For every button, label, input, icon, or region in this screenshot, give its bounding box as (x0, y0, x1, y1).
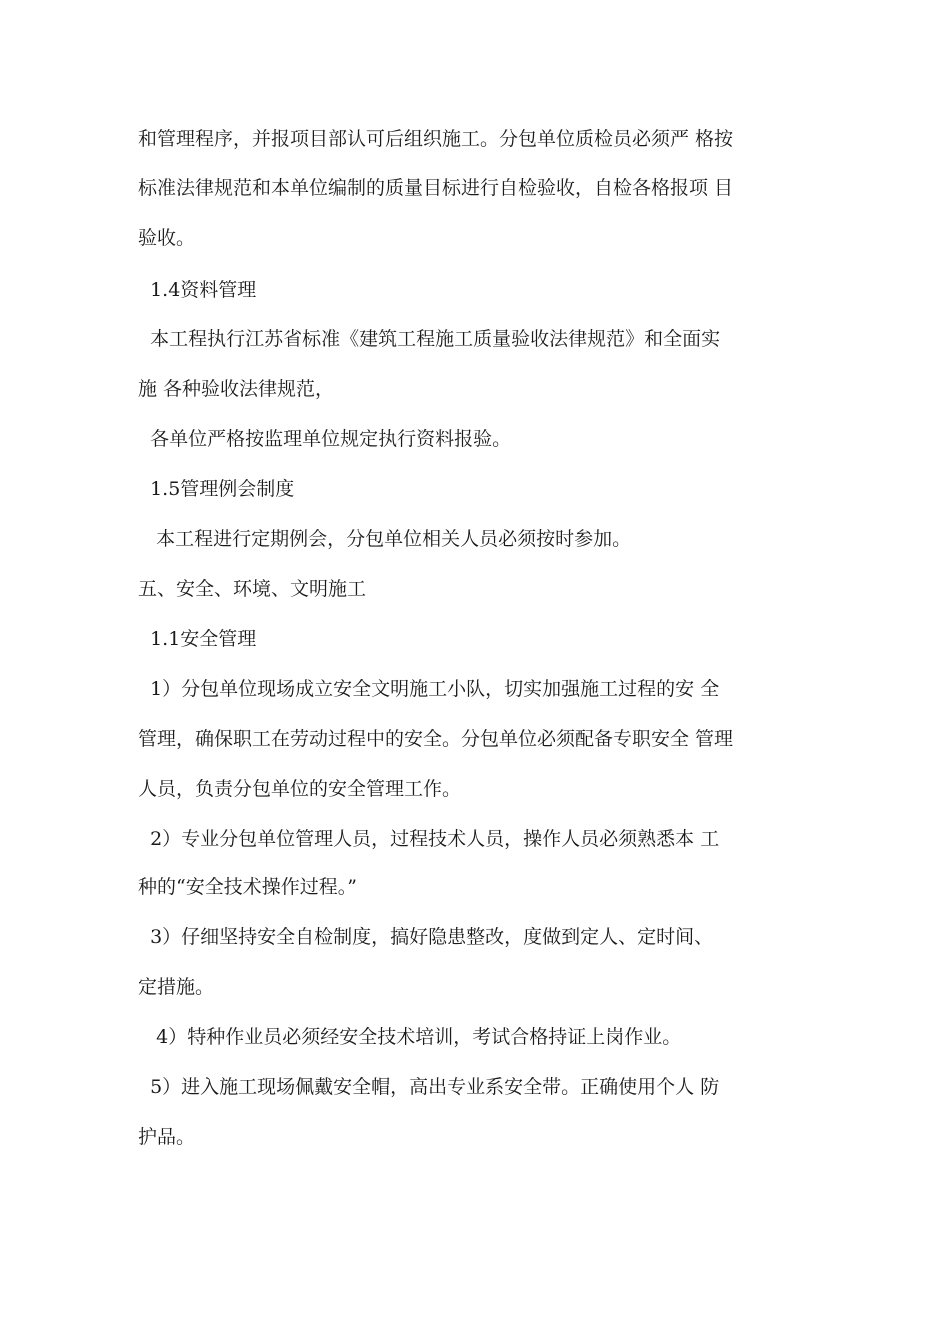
text-line: 3）仔细坚持安全自检制度，搞好隐患整改，度做到定人、定时间、 (138, 926, 714, 948)
text-line: 种的“安全技术操作过程。” (138, 876, 357, 898)
text-line: 本工程执行江苏省标准《建筑工程施工质量验收法律规范》和全面实 (138, 328, 721, 350)
text-line: 本工程进行定期例会，分包单位相关人员必须按时参加。 (138, 528, 632, 550)
text-line: 1）分包单位现场成立安全文明施工小队，切实加强施工过程的安 全 (138, 678, 720, 700)
section-heading: 1.1安全管理 (138, 628, 257, 650)
section-heading: 1.5管理例会制度 (138, 478, 295, 500)
text-line: 管理，确保职工在劳动过程中的安全。分包单位必须配备专职安全 管理 (138, 728, 734, 750)
chapter-heading: 五、安全、环境、文明施工 (138, 578, 367, 600)
text-line: 4）特种作业员必须经安全技术培训，考试合格持证上岗作业。 (138, 1026, 682, 1048)
text-line: 施 各种验收法律规范， (138, 378, 335, 400)
text-line: 各单位严格按监理单位规定执行资料报验。 (138, 428, 512, 450)
text-line: 验收。 (138, 227, 196, 249)
text-line: 和管理程序，并报项目部认可后组织施工。分包单位质检员必须严 格按 (138, 128, 734, 150)
text-line: 护品。 (138, 1126, 196, 1148)
text-line: 2）专业分包单位管理人员，过程技术人员，操作人员必须熟悉本 工 (138, 828, 720, 850)
text-line: 定措施。 (138, 976, 215, 998)
section-heading: 1.4资料管理 (138, 279, 257, 301)
text-line: 标准法律规范和本单位编制的质量目标进行自检验收，自检各格报项 目 (138, 177, 734, 199)
text-line: 5）进入施工现场佩戴安全帽，高出专业系安全带。正确使用个人 防 (138, 1076, 720, 1098)
text-line: 人员，负责分包单位的安全管理工作。 (138, 778, 462, 800)
